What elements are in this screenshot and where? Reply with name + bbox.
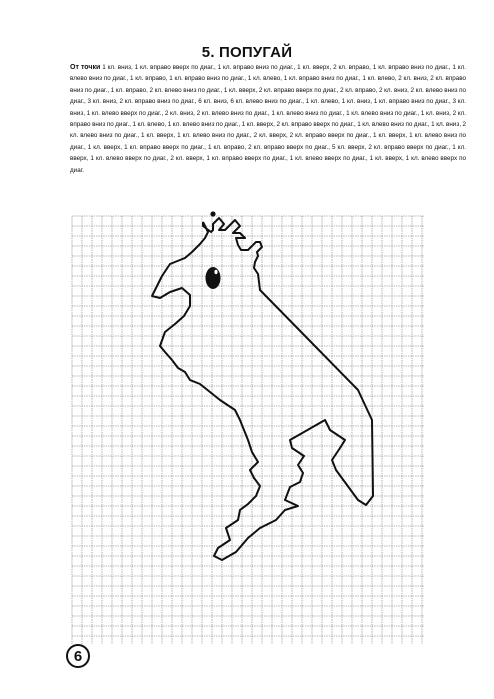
instructions-lead: От точки <box>70 64 101 71</box>
parrot-eye-shine <box>214 270 217 274</box>
parrot-outline <box>152 218 373 560</box>
page-title: 5. ПОПУГАЙ <box>201 44 293 61</box>
page-number: 6 <box>73 647 83 665</box>
parrot-drawing <box>152 211 373 560</box>
page-number-badge <box>66 644 90 668</box>
parrot-eye <box>206 267 221 289</box>
start-point <box>210 211 215 216</box>
instructions-body: 1 кл. вниз, 1 кл. вправо вверх по диаг., 1 кл. вправо вниз по диаг., 1 кл. вверх, 2 кл. вправо, 1 кл. вправо вниз по диаг., 1 кл. влево вниз по диаг., 1 кл. вправо, 1 кл. вправо вниз по диаг., 1 кл. влево, 1 кл. вправо вниз по диаг., 1 кл. влево, 2 кл. вниз, 2 кл. вправо вниз по диаг., 1 кл. вправо, 2 кл. влево вниз по диаг., 1 кл. вверх, 2 кл. вправо вверх по диаг., 2 кл. вправо, 2 кл. вниз, 2 кл. влево вниз по диаг., 3 кл. вниз, 2 кл. вправо вниз по диаг., 6 кл. вниз, 6 кл. влево вниз по диаг., 1 кл. влево, 1 кл. вниз, 1 кл. вправо вниз по диаг., 3 кл. вниз, 1 кл. влево вверх по диаг., 2 кл. вниз, 2 кл. влево вниз по диаг., 1 кл. влево вниз по диаг., 1 кл. влево вниз по диаг., 1 кл. вниз, 2 кл. вправо вниз по диаг., 1 кл. влево, 1 кл. влево вниз по диаг., 1 кл. вверх, 2 кл. вправо вверх по диаг., 1 кл. влево вниз по диаг., 1 кл. вниз, 2 кл. влево вниз по диаг., 1 кл. вверх, 1 кл. влево вниз по диаг., 2 кл. вверх, 2 кл. вправо вверх по диаг., 1 кл. вверх, 1 кл. влево вниз по диаг., 1 кл. вверх, 1 кл. вправо вверх по диаг., 1 кл. вправо, 2 кл. вправо вверх по диаг., 5 кл. вверх, 2 кл. вправо вверх по диаг., 1 кл. вверх, 1 кл. влево вверх по диаг., 2 кл. вверх, 1 кл. вправо вверх по диаг., 1 кл. влево вверх по диаг., 1 кл. вверх, 1 кл. влево вверх по диаг. <box>70 64 467 174</box>
